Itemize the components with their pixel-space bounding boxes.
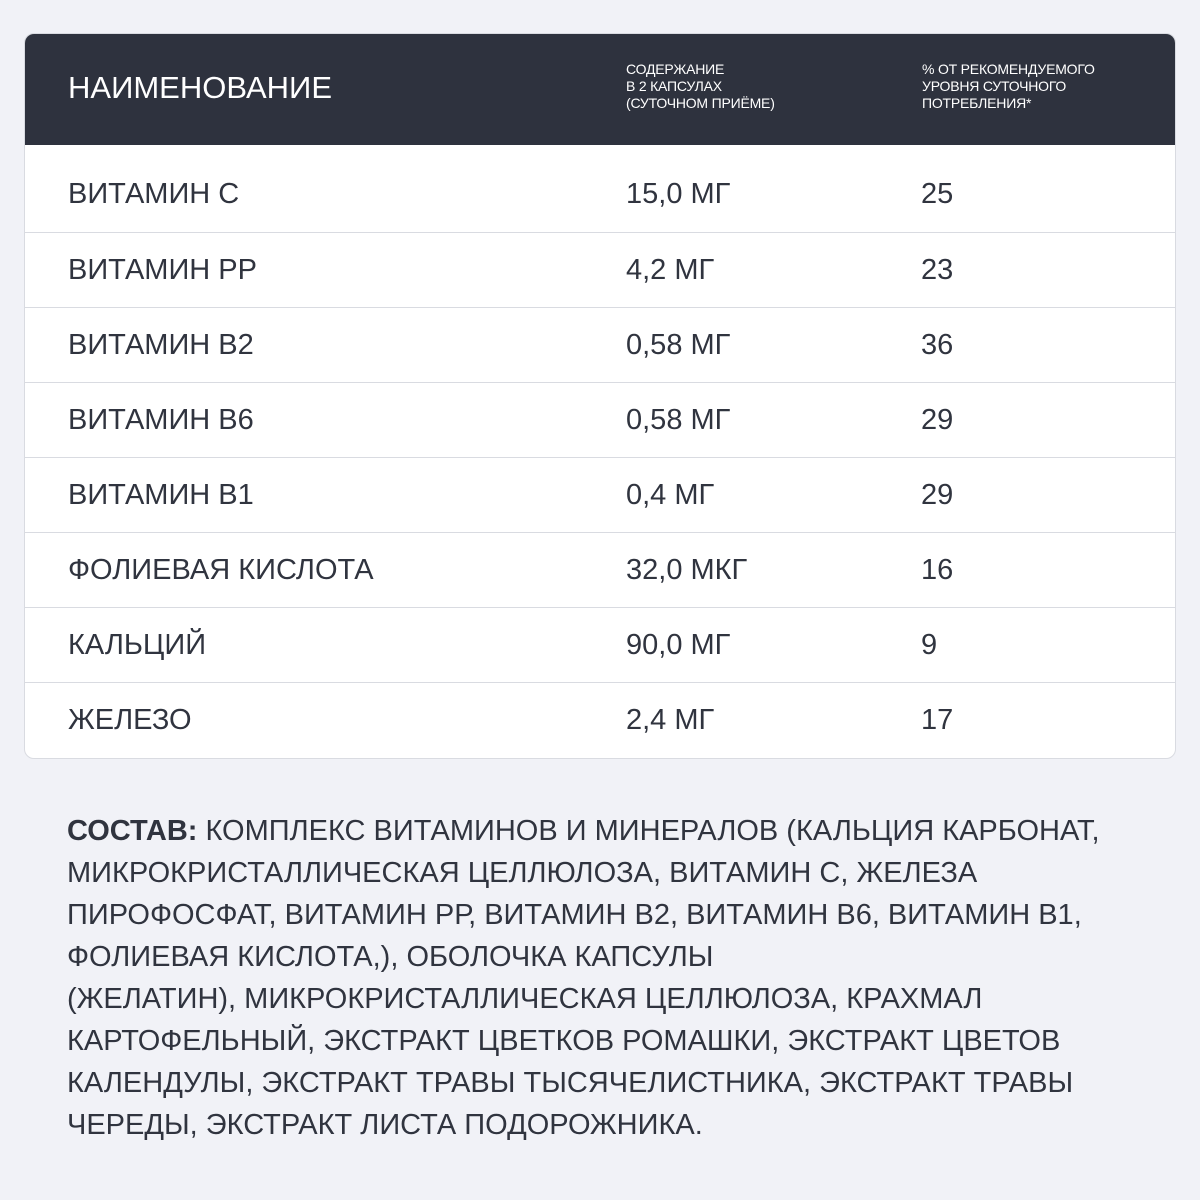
composition-line: КАРТОФЕЛЬНЫЙ, ЭКСТРАКТ ЦВЕТКОВ РОМАШКИ, ЭКСТРАКТ ЦВЕТОВ — [67, 1025, 1061, 1057]
header-percent: % ОТ РЕКОМЕНДУЕМОГО УРОВНЯ СУТОЧНОГО ПОТРЕБЛЕНИЯ* — [922, 61, 1095, 111]
row-percent: 29 — [921, 479, 954, 511]
nutrition-table — [24, 33, 1176, 759]
row-amount: 0,58 МГ — [626, 329, 731, 361]
table-row — [25, 145, 1175, 232]
composition-line — [67, 810, 1137, 852]
table-header — [25, 34, 1175, 145]
row-name: ВИТАМИН В1 — [68, 479, 254, 511]
row-amount: 0,58 МГ — [626, 404, 731, 436]
row-amount: 90,0 МГ — [626, 629, 731, 661]
row-percent: 17 — [921, 704, 954, 736]
row-name: ВИТАМИН В6 — [68, 404, 254, 436]
table-row — [25, 457, 1175, 532]
row-percent: 25 — [921, 178, 954, 210]
composition-line: ФОЛИЕВАЯ КИСЛОТА,), ОБОЛОЧКА КАПСУЛЫ — [67, 941, 714, 973]
row-amount: 4,2 МГ — [626, 254, 715, 286]
composition-text — [67, 810, 1137, 1146]
row-name: КАЛЬЦИЙ — [68, 629, 207, 661]
row-name: ФОЛИЕВАЯ КИСЛОТА — [68, 554, 374, 586]
composition-line: ПИРОФОСФАТ, ВИТАМИН РР, ВИТАМИН В2, ВИТАМИН В6, ВИТАМИН В1, — [67, 899, 1082, 931]
row-percent: 16 — [921, 554, 954, 586]
row-percent: 9 — [921, 629, 938, 661]
composition-line: МИКРОКРИСТАЛЛИЧЕСКАЯ ЦЕЛЛЮЛОЗА, ВИТАМИН С, ЖЕЛЕЗА — [67, 857, 978, 889]
table-row — [25, 682, 1175, 757]
composition-line: КАЛЕНДУЛЫ, ЭКСТРАКТ ТРАВЫ ТЫСЯЧЕЛИСТНИКА, ЭКСТРАКТ ТРАВЫ — [67, 1067, 1074, 1099]
composition-line: (ЖЕЛАТИН), МИКРОКРИСТАЛЛИЧЕСКАЯ ЦЕЛЛЮЛОЗА, КРАХМАЛ — [67, 983, 983, 1015]
row-amount: 0,4 МГ — [626, 479, 715, 511]
row-percent: 23 — [921, 254, 954, 286]
row-name: ВИТАМИН РР — [68, 254, 257, 286]
row-amount: 32,0 МКГ — [626, 554, 748, 586]
composition-text-part: КОМПЛЕКС ВИТАМИНОВ И МИНЕРАЛОВ (КАЛЬЦИЯ КАРБОНАТ, — [197, 815, 1100, 847]
table-row — [25, 532, 1175, 607]
table-row — [25, 382, 1175, 457]
row-name: ВИТАМИН С — [68, 178, 240, 210]
composition-line: ЧЕРЕДЫ, ЭКСТРАКТ ЛИСТА ПОДОРОЖНИКА. — [67, 1109, 703, 1141]
table-row — [25, 607, 1175, 682]
row-amount: 15,0 МГ — [626, 178, 731, 210]
table-row — [25, 307, 1175, 382]
row-amount: 2,4 МГ — [626, 704, 715, 736]
header-content: СОДЕРЖАНИЕ В 2 КАПСУЛАХ (СУТОЧНОМ ПРИЁМЕ) — [626, 61, 775, 111]
composition-label: СОСТАВ: — [67, 815, 198, 847]
row-percent: 36 — [921, 329, 954, 361]
row-percent: 29 — [921, 404, 954, 436]
row-name: ВИТАМИН В2 — [68, 329, 254, 361]
table-row — [25, 232, 1175, 307]
header-name: НАИМЕНОВАНИЕ — [68, 70, 333, 105]
row-name: ЖЕЛЕЗО — [68, 704, 192, 736]
